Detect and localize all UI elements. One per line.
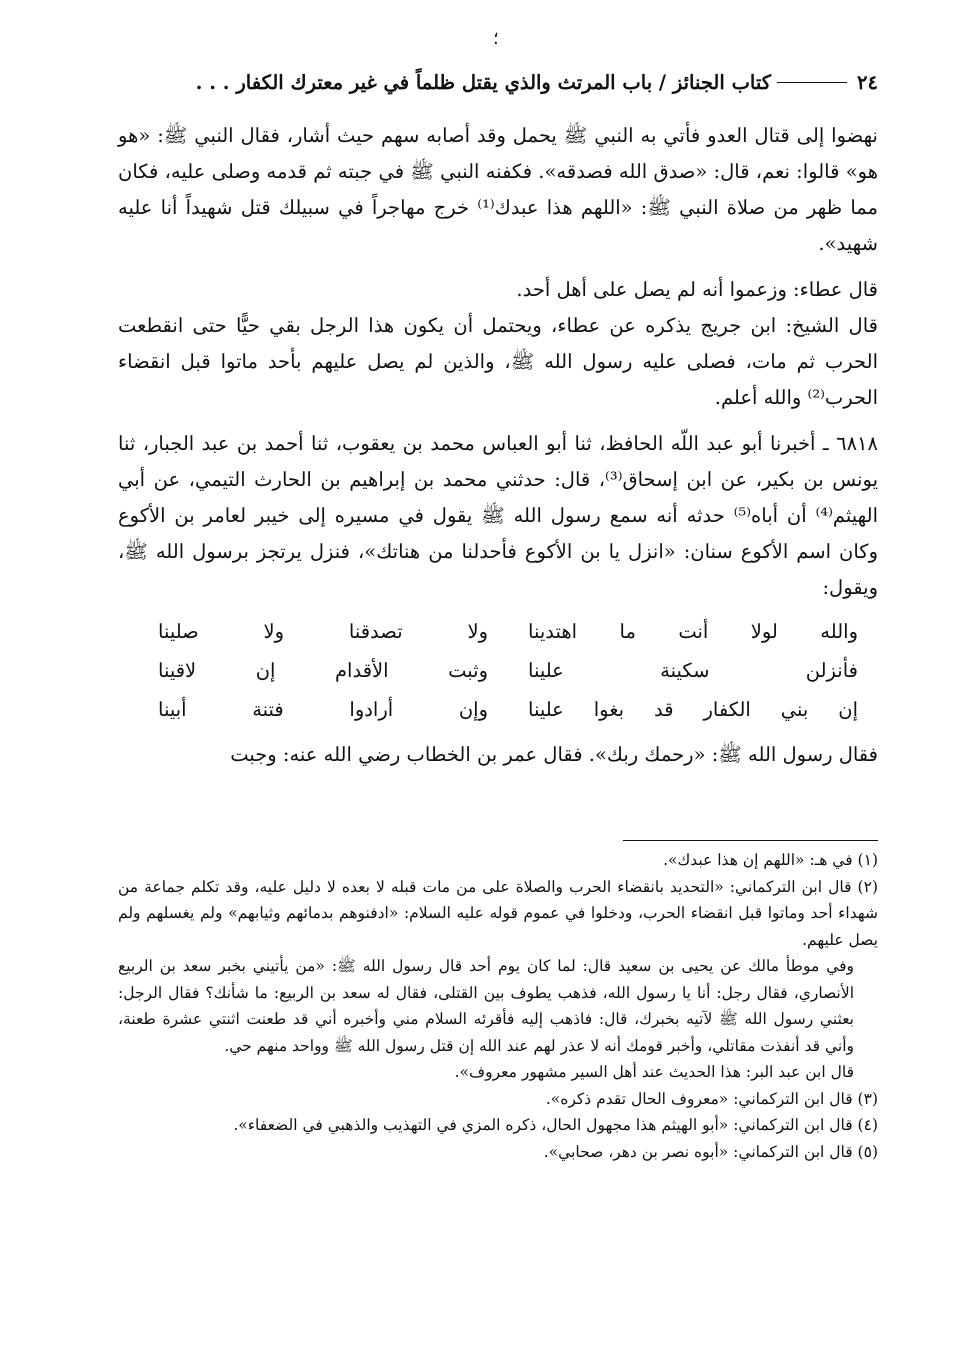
footnote-2-continuation: وفي موطأ مالك عن يحيى بن سعيد قال: لما كان يوم أحد قال رسول الله ﷺ: «من يأتيني بخبر سعد بن الربيع الأنصاري، فقال رجل: أنا يا رسول الله، فذهب يطوف بين القتلى، فقال له سعد بن الربيع: ما شأنك؟ فقال الرجل: بعثني رسول الله ﷺ لآتيه بخبرك، قال: فاذهب إليه فأقرئه السلام مني وأخبره أني قد طعنت اثنتي عشرة طعنة، وأني قد أنفذت مقاتلي، وأخبر قومك أنه لا عذر لهم عند الله إن قتل رسول الله ﷺ وواحد منهم حي. [118,957,854,1055]
poem-hemistich-left: ولا تصدقنا ولا صلينا [158,620,488,643]
footnote-2-end: قال ابن عبد البر: هذا الحديث عند أهل السير مشهور معروف». [454,1063,854,1081]
footnote-4: (٤) قال ابن التركماني: «أبو الهيثم هذا مجهول الحال، ذكره المزي في التهذيب والذهبي في الضعفاء». [233,1116,878,1134]
footnote-3: (٣) قال ابن التركماني: «معروف الحال تقدم ذكره». [545,1089,878,1108]
poem-hemistich-right: فأنزلن سكينة علينا [528,659,858,682]
paragraph-2: قال عطاء: وزعموا أنه لم يصل على أهل أحد. [516,278,878,301]
page-number: ٢٤ [857,70,878,94]
poem-verse [158,690,858,729]
paragraph-4: ٦٨١٨ ـ أخبرنا أبو عبد اللّه الحافظ، ثنا أبو العباس محمد بن يعقوب، ثنا أحمد بن عبد الجبار، ثنا يونس بن بكير، عن ابن إسحاق⁽³⁾، قال: حدثني محمد بن إبراهيم بن الحارث التيمي، عن أبي الهيثم⁽⁴⁾ أن أباه⁽⁵⁾ حدثه أنه سمع رسول الله ﷺ يقول في مسيره إلى خيبر لعامر بن الأكوع وكان اسم الأكوع سنان: «انزل يا بن الأكوع فأحدلنا من هناتك»، فنزل يرتجز برسول الله ﷺ، ويقول: [118,432,879,599]
poem [118,612,858,729]
running-header [118,64,878,100]
poem-hemistich-left: وإن أرادوا فتنة أبينا [158,698,488,721]
top-mark: ؛ [493,28,499,49]
poem-hemistich-right: إن بني الكفار قد بغوا علينا [528,698,858,721]
poem-verse [158,651,858,690]
running-title: كتاب الجنائز / باب المرتث والذي يقتل ظلماً في غير معترك الكفار . . . [195,70,772,94]
poem-verse [158,612,858,651]
paragraph-1: نهضوا إلى قتال العدو فأتي به النبي ﷺ يحمل وقد أصابه سهم حيث أشار، فقال النبي ﷺ: «هو هو» قالوا: نعم، قال: «صدق الله فصدقه». فكفنه النبي ﷺ في جبته ثم قدمه وصلى عليه، فكان مما ظهر من صلاة النبي ﷺ: «اللهم هذا عبدك⁽¹⁾ خرج مهاجراً في سبيلك قتل شهيداً أنا عليه شهيد». [118,124,878,255]
book-page [118,0,878,1369]
paragraph-5: فقال رسول الله ﷺ: «رحمك ربك». فقال عمر بن الخطاب رضي الله عنه: وجبت [230,743,878,766]
main-text [118,118,878,773]
footnote-2: (٢) قال ابن التركماني: «التحديد بانقضاء الحرب والصلاة على من مات قبله لا بعده لا دليل عليه، وقد تكلم جماعة من شهداء أحد وماتوا قبل انقضاء الحرب، ودخلوا في عموم قوله عليه السلام: «ادفنوهم بدمائهم وثيابهم» ولم يغسلهم ولم يصل عليهم. [118,877,878,949]
header-rule [777,82,847,83]
footnote-5: (٥) قال ابن التركماني: «أبوه نصر بن دهر، صحابي». [543,1142,878,1161]
paragraph-3: قال الشيخ: ابن جريج يذكره عن عطاء، ويحتمل أن يكون هذا الرجل بقي حيًّا حتى انقطعت الحرب ثم مات، فصلى عليه رسول الله ﷺ، والذين لم يصل عليهم بأحد ماتوا قبل انقضاء الحرب⁽²⁾ والله أعلم. [118,314,878,409]
footnote-1: (١) في هـ: «اللهم إن هذا عبدك». [663,851,878,869]
poem-hemistich-right: والله لولا أنت ما اهتدينا [528,620,858,643]
footnotes [118,847,878,1165]
footnote-divider [623,840,878,841]
poem-hemistich-left: وثبت الأقدام إن لاقينا [158,659,488,682]
